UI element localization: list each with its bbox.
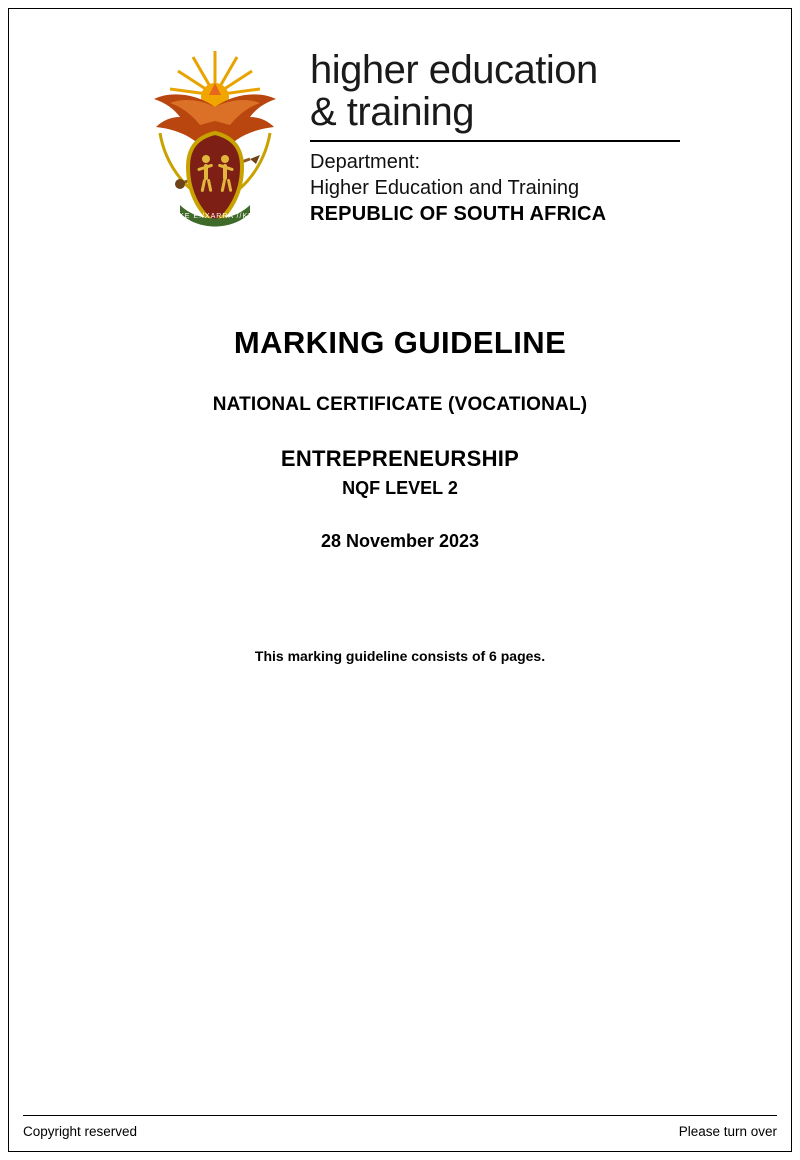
letterhead-heading-line1: higher education [310,48,598,92]
letterhead-country: REPUBLIC OF SOUTH AFRICA [310,202,607,225]
footer-divider [23,1115,777,1116]
exam-date: 28 November 2023 [320,531,480,551]
certificate-name: NATIONAL CERTIFICATE (VOCATIONAL) [212,394,588,415]
page-content [9,9,791,1151]
page-count-note: This marking guideline consists of 6 pages. [254,648,546,664]
letterhead-divider [310,140,680,142]
south-african-coat-of-arms-icon [130,37,300,237]
subject-name: ENTREPRENEURSHIP [280,446,520,471]
letterhead [9,9,791,237]
title-block [9,325,791,664]
footer-turn-over: Please turn over [678,1124,777,1139]
page-footer [9,1115,791,1139]
letterhead-heading-line2: & training [310,90,474,135]
page-title: MARKING GUIDELINE [233,325,567,360]
nqf-level: NQF LEVEL 2 [342,478,458,498]
footer-copyright: Copyright reserved [23,1124,138,1139]
letterhead-department-name: Higher Education and Training [310,176,580,199]
letterhead-department-label: Department: [310,150,421,173]
svg-text:!KE E:/XARRA //KE: !KE E:/XARRA //KE [176,213,254,220]
letterhead-text [310,37,680,227]
